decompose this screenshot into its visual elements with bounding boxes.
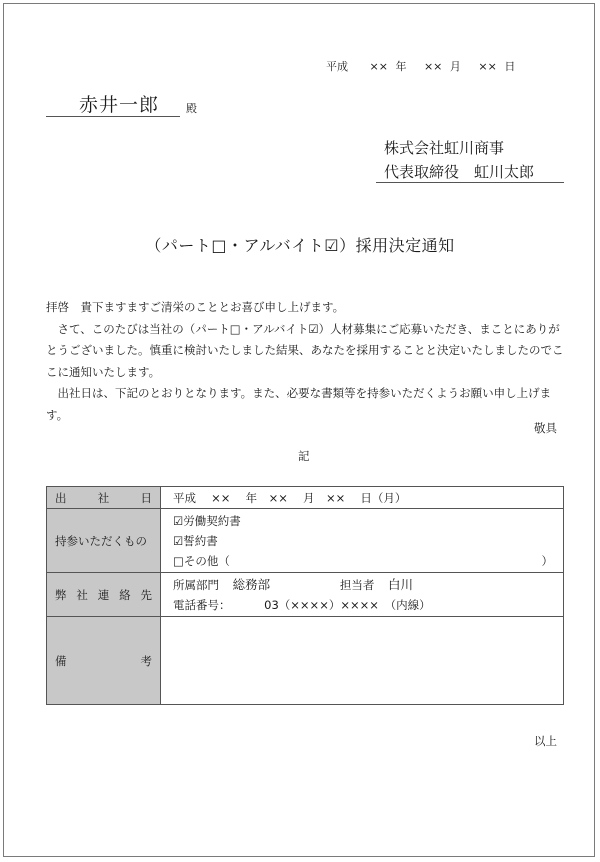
table-row-start-date: [47, 487, 564, 509]
document-title: （パート□・アルバイト☑）採用決定通知: [145, 236, 455, 255]
date-month: ××: [423, 60, 443, 73]
issue-date: [326, 58, 519, 74]
contact-value: [161, 573, 564, 617]
item-labor-contract: ☑労働契約書: [173, 513, 241, 528]
date-year: ××: [369, 60, 388, 73]
date-day-unit: 日: [504, 60, 516, 73]
item-other: □その他（ ）: [173, 553, 553, 568]
item-pledge: ☑誓約書: [173, 533, 218, 548]
date-year-unit: 年: [395, 60, 407, 73]
document-page: [3, 3, 595, 857]
contact-phone: 電話番号： 03（××××）×××× （内線）: [173, 597, 431, 612]
closing-text: 敬具: [534, 421, 557, 435]
contact-label: 弊 社 連 絡 先: [47, 573, 161, 617]
sender-representative: 代表取締役 虹川太郎: [384, 163, 535, 181]
recipient-honorific: 殿: [186, 102, 197, 115]
remarks-value: [161, 617, 564, 705]
contact-department: 所属部門 総務部 担当者 白川: [173, 576, 413, 592]
end-mark: 以上: [534, 734, 557, 748]
sender-underline: [376, 182, 564, 183]
recipient-name: 赤井一郎: [79, 94, 160, 116]
letter-body: [46, 297, 564, 426]
body-paragraph-2: 出社日は、下記のとおりとなります。また、必要な書類等を持参いただくようお願い申し上げます。: [46, 386, 552, 422]
items-label: 持参いただくもの: [47, 509, 161, 573]
date-era: 平成: [326, 60, 348, 73]
table-row-items: [47, 509, 564, 573]
table-row-contact: [47, 573, 564, 617]
remarks-label: 備 考: [47, 617, 161, 705]
items-value: [161, 509, 564, 573]
ki-heading: 記: [298, 449, 310, 463]
table-row-remarks: [47, 617, 564, 705]
greeting-text: 拝啓 貴下ますますご清栄のこととお喜び申し上げます。: [46, 300, 345, 314]
sender-company: 株式会社虹川商事: [384, 139, 505, 157]
start-date-label: 出 社 日: [47, 487, 161, 509]
body-paragraph-1: さて、このたびは当社の（パート□・アルバイト☑）人材募集にご応募いただき、まことにありがとうございました。慎重に検討いたしました結果、あなたを採用することと決定いたしましたのでここに通知いたします。: [46, 321, 564, 379]
details-table: [46, 486, 564, 705]
start-date-value: 平成 ×× 年 ×× 月 ×× 日（月）: [161, 487, 564, 509]
date-day: ××: [478, 60, 497, 73]
recipient-underline: [46, 116, 180, 117]
date-month-unit: 月: [449, 60, 461, 73]
